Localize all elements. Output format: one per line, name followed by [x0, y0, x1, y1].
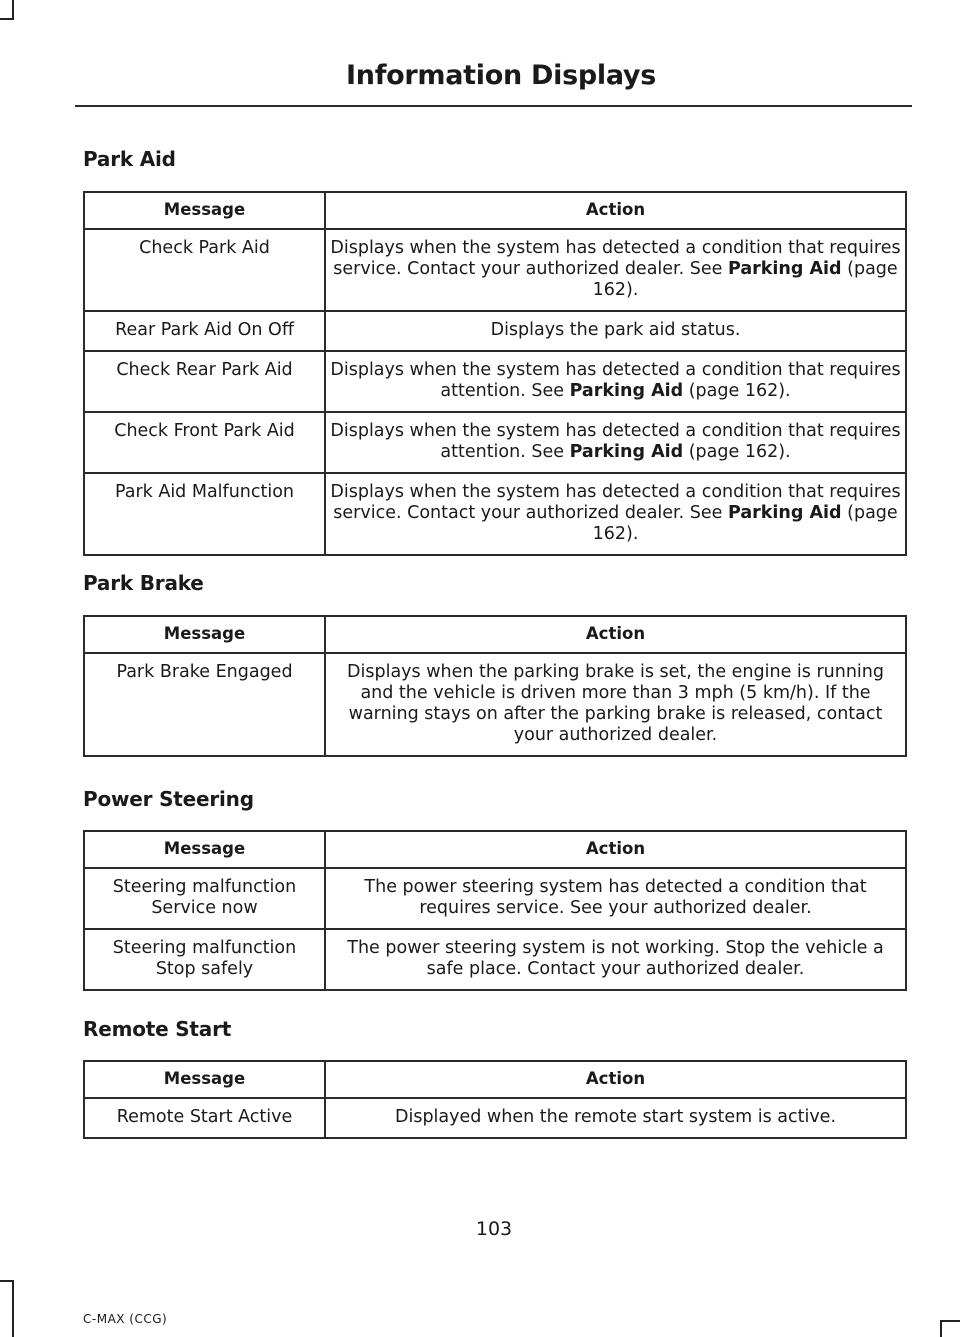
table-row — [84, 229, 906, 311]
message-cell: Park Brake Engaged — [84, 653, 325, 756]
section-heading: Power Steering — [83, 787, 254, 811]
section-heading: Park Brake — [83, 571, 204, 595]
message-cell: Park Aid Malfunction — [84, 473, 325, 555]
action-text: Displays the park aid status. — [490, 320, 741, 340]
page-reference: (page 162). — [592, 259, 898, 300]
crop-mark-bottom-right-v — [940, 1320, 942, 1337]
crop-mark-top-left-h — [0, 18, 14, 20]
action-text: The power steering system has detected a condition that requires service. See your authorized dealer. — [364, 877, 867, 918]
table-row — [84, 868, 906, 929]
page-reference: (page 162). — [683, 381, 791, 401]
action-text: The power steering system is not working. Stop the vehicle a safe place. Contact your authorized dealer. — [347, 938, 884, 979]
table-header-row — [84, 192, 906, 229]
section-heading: Remote Start — [83, 1017, 232, 1041]
crop-mark-bottom-left-v — [12, 1280, 14, 1337]
crop-mark-bottom-left-h — [0, 1280, 14, 1282]
column-header-action: Action — [325, 831, 906, 868]
message-cell: Rear Park Aid On Off — [84, 311, 325, 351]
message-cell: Steering malfunction Service now — [84, 868, 325, 929]
message-cell: Check Rear Park Aid — [84, 351, 325, 412]
action-cell — [325, 868, 906, 929]
section-park-aid — [83, 145, 905, 544]
page-reference: (page 162). — [592, 503, 898, 544]
table-header-row — [84, 1061, 906, 1098]
action-text: Displayed when the remote start system is active. — [394, 1107, 837, 1127]
table-row — [84, 412, 906, 473]
section-heading: Park Aid — [83, 147, 176, 171]
section-power-steering — [83, 785, 905, 979]
action-cell — [325, 351, 906, 412]
action-text: Displays when the system has detected a condition that requires attention. See — [330, 360, 901, 401]
column-header-action: Action — [325, 616, 906, 653]
action-cell — [325, 229, 906, 311]
message-cell: Steering malfunction Stop safely — [84, 929, 325, 990]
cross-reference-link[interactable]: Parking Aid — [727, 259, 842, 279]
section-park-brake — [83, 569, 905, 745]
action-cell — [325, 929, 906, 990]
table-row — [84, 929, 906, 990]
table-header-row — [84, 831, 906, 868]
table-row — [84, 473, 906, 555]
column-header-message: Message — [84, 1061, 325, 1098]
page-reference: (page 162). — [683, 442, 791, 462]
table-header-row — [84, 616, 906, 653]
action-text: Displays when the system has detected a condition that requires attention. See — [330, 421, 901, 462]
table-row — [84, 351, 906, 412]
action-text: Displays when the system has detected a condition that requires service. Contact your authorized dealer. See — [330, 482, 901, 523]
message-cell: Check Front Park Aid — [84, 412, 325, 473]
crop-mark-bottom-right-h — [940, 1320, 960, 1322]
cross-reference-link[interactable]: Parking Aid — [727, 503, 842, 523]
page-title: Information Displays — [346, 60, 656, 91]
messages-table — [83, 615, 907, 757]
column-header-action: Action — [325, 1061, 906, 1098]
action-cell — [325, 412, 906, 473]
crop-mark-top-left-v — [12, 0, 14, 18]
section-remote-start — [83, 1015, 905, 1127]
column-header-message: Message — [84, 192, 325, 229]
messages-table — [83, 830, 907, 991]
message-cell: Remote Start Active — [84, 1098, 325, 1138]
footer-model: C-MAX (CCG) — [83, 1312, 168, 1326]
messages-table — [83, 191, 907, 556]
column-header-message: Message — [84, 616, 325, 653]
action-cell — [325, 653, 906, 756]
action-text: Displays when the system has detected a condition that requires service. Contact your authorized dealer. See — [330, 238, 901, 279]
message-cell: Check Park Aid — [84, 229, 325, 311]
column-header-action: Action — [325, 192, 906, 229]
cross-reference-link[interactable]: Parking Aid — [569, 381, 684, 401]
header-divider — [75, 105, 912, 107]
page-number: 103 — [475, 1218, 513, 1240]
table-row — [84, 311, 906, 351]
column-header-message: Message — [84, 831, 325, 868]
cross-reference-link[interactable]: Parking Aid — [569, 442, 684, 462]
messages-table — [83, 1060, 907, 1139]
action-cell — [325, 473, 906, 555]
table-row — [84, 1098, 906, 1138]
table-row — [84, 653, 906, 756]
action-text: Displays when the parking brake is set, the engine is running and the vehicle is driven more than 3 mph (5 km/h). If the warning stays on after the parking brake is released, contact your authorized dealer. — [347, 662, 884, 745]
action-cell — [325, 1098, 906, 1138]
action-cell — [325, 311, 906, 351]
